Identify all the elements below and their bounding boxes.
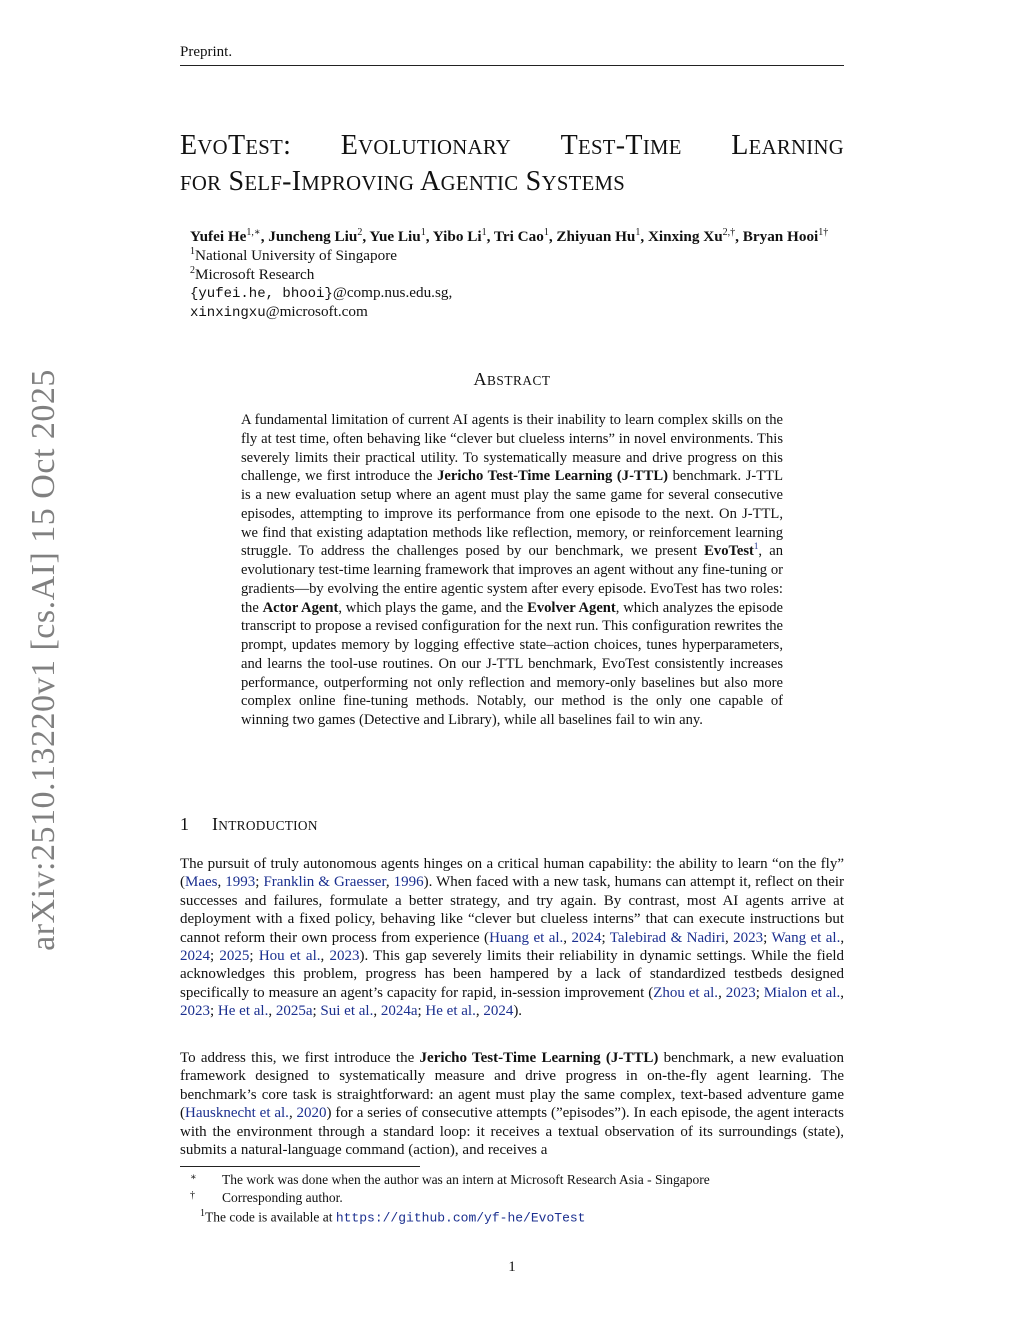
abstract-heading: ABSTRACT [473, 369, 551, 389]
author-affiliation-mark: 1,∗ [246, 227, 261, 238]
citation-link[interactable]: Wang et al. [771, 929, 841, 946]
header-rule [180, 65, 844, 66]
footnote-code: $^1$The code is available at https://github.com/yf-he/EvoTest [200, 1208, 586, 1226]
author-affiliation-mark: 2,† [722, 227, 736, 238]
author-list: Yufei $He^{1,∗}$, Juncheng Liu$^2$, Yue Liu$^1$, Yibo Li$^1$, Tri Cao$^1$, Zhiyuan Hu$^1$, Xinxing $Xu^{2,\dagger}$, Bryan Hooi$^{1\dagger}$ [190, 227, 829, 246]
author-name: Yufei He [190, 228, 247, 246]
author-name: Zhiyuan Hu [556, 228, 636, 246]
abstract-body: A fundamental limitation of current AI agents is their inability to learn complex skills on the fly at test time, often behaving like “clever but clueless interns” in novel environments. This severely limits their practical utility. To systematically measure and drive progress on this challenge, we first introduce the Jericho Test-Time Learning (J-TTL) benchmark. J-TTL is a new evaluation setup where an agent must play the same game for several consecutive episodes, attempting to improve its performance from one episode to the next. On J-TTL, we find that existing adaptation methods like reflection, memory, or reinforcement learning struggle. To address the challenges posed by our benchmark, we present EvoTest$^1$, an evolutionary test-time learning framework that improves an agent without any fine-tuning or gradients—by evolving the entire agentic system after every episode. EvoTest has two roles: the Actor Agent, which plays the game, and the Evolver Agent, which analyzes the episode transcript to propose a revised configuration for the next run. This configuration rewrites the prompt, updates memory by logging effective state–action choices, tunes hyperparameters, and learns the tool-use routines. On our J-TTL benchmark, EvoTest consistently increases performance, outperforming not only reflection and memory-only baselines but also more complex online fine-tuning methods. Notably, our method is the only one capable of winning two games (Detective and Library), while all baselines fail to win any. [241, 412, 783, 728]
citation-link[interactable]: 2025 [219, 948, 250, 965]
citation-link[interactable]: 2024 [180, 948, 210, 965]
title-word: TEST-TIME [560, 130, 682, 161]
citation-link[interactable]: 1993 [225, 874, 256, 891]
citation-link[interactable]: 2023 [733, 929, 764, 946]
arxiv-identifier-stamp: arXiv:2510.13220v1 [cs.AI] 15 Oct 2025 [25, 369, 62, 951]
page-number: 1 [508, 1259, 516, 1275]
code-repository-link[interactable]: https://github.com/yf-he/EvoTest [335, 1210, 586, 1226]
running-header: Preprint. [180, 44, 233, 60]
author-name: Juncheng Liu [268, 228, 358, 246]
title-word: EVOTEST: [180, 130, 292, 161]
footnote-intern: ∗ The work was done when the author was an intern at Microsoft Research Asia - Singapore [190, 1172, 710, 1187]
author-name: Yibo Li [432, 228, 482, 246]
title-word: EVOLUTIONARY [340, 130, 512, 161]
author-affiliation-mark: 1 [543, 227, 549, 238]
citation-link[interactable]: 2025a [275, 1003, 313, 1020]
citation-link[interactable]: He et al. [217, 1003, 269, 1020]
citation-link[interactable]: 2024 [483, 1003, 514, 1020]
intro-paragraph-1: The pursuit of truly autonomous agents hinges on a critical human capability: the ability to learn “on the fly” (Maes, 1993; Franklin & Graesser, 1996). When faced with a new task, humans can attempt it, reflect on their successes and failures, formulate a better strategy, and try again. By contrast, most AI agents arrive at deployment with a fixed policy, behaving like “clever but clueless interns” that can execute instructions but cannot reform their own process from experience (Huang et al., 2024; Talebirad & Nadiri, 2023; Wang et al., 2024; 2025; Hou et al., 2023). This gap severely limits their reliability in dynamic settings. While the field acknowledges this problem, progress has been hampered by a lack of standardized testbeds designed specifically to measure an agent’s capacity for rapid, in-session improvement (Zhou et al., 2023; Mialon et al., 2023; He et al., 2025a; Sui et al., 2024a; He et al., 2024). [180, 856, 845, 1020]
intro-paragraph-2: To address this, we first introduce the Jericho Test-Time Learning (J-TTL) benchmark, a new evaluation framework designed to systematically measure and drive progress in on-the-fly agent learning. The benchmark’s core task is straightforward: an agent must play the same complex, text-based adventure game (Hausknecht et al., 2020) for a series of consecutive attempts (”episodes”). In each episode, the agent interacts with the environment through a standard loop: it receives a textual observation of its surroundings (state), submits a natural-language command (action), and receives a [180, 1050, 844, 1159]
citation-link[interactable]: 2024a [380, 1003, 418, 1020]
citation-link[interactable]: Maes [185, 874, 218, 891]
author-affiliation-mark: 2 [357, 227, 363, 238]
affiliation-2: $^2$Microsoft Research [190, 265, 315, 284]
affiliation-1: $^1$National University of Singapore [190, 246, 398, 265]
section-heading-introduction: 1 INTRODUCTION [180, 814, 318, 834]
paper-title-line-2: FOR SELF-IMPROVING AGENTIC SYSTEMS [180, 166, 626, 197]
citation-link[interactable]: He et al. [425, 1003, 476, 1020]
citation-link[interactable]: 2023 [180, 1003, 210, 1020]
author-name: Tri Cao [493, 228, 544, 246]
citation-link[interactable]: Huang et al. [489, 929, 564, 946]
author-affiliation-mark: 1 [420, 227, 426, 238]
citation-link[interactable]: 2023 [329, 948, 360, 965]
citation-link[interactable]: Hausknecht et al. [185, 1105, 289, 1122]
author-name: Yue Liu [369, 228, 421, 246]
citation-link[interactable]: 2020 [296, 1105, 327, 1122]
citation-link[interactable]: Talebirad & Nadiri [609, 929, 725, 946]
citation-link[interactable]: Zhou et al. [653, 984, 719, 1001]
paper-title-line-1 [180, 130, 844, 162]
title-word: LEARNING [731, 130, 844, 161]
citation-link[interactable]: 2023 [725, 984, 756, 1001]
citation-link[interactable]: 2024 [571, 929, 602, 946]
citation-link[interactable]: 1996 [393, 874, 424, 891]
citation-link[interactable]: Mialon et al. [763, 984, 841, 1001]
footnote-link[interactable]: 1 [753, 541, 759, 552]
author-affiliation-mark: 1 [635, 227, 641, 238]
citation-link[interactable]: Sui et al. [320, 1003, 374, 1020]
citation-link[interactable]: Hou et al. [258, 948, 321, 965]
author-name: Bryan Hooi [742, 228, 819, 246]
footnote-rule [180, 1166, 420, 1167]
email-line-2: xinxingxu@microsoft.com [190, 303, 368, 321]
email-line-1: {yufei.he, bhooi}@comp.nus.edu.sg, [190, 284, 453, 302]
author-affiliation-mark: 1 [481, 227, 487, 238]
citation-link[interactable]: Franklin & Graesser [263, 874, 386, 891]
footnote-corresponding: † Corresponding author. [190, 1190, 343, 1205]
author-affiliation-mark: 1† [818, 227, 829, 238]
author-name: Xinxing Xu [647, 228, 723, 246]
